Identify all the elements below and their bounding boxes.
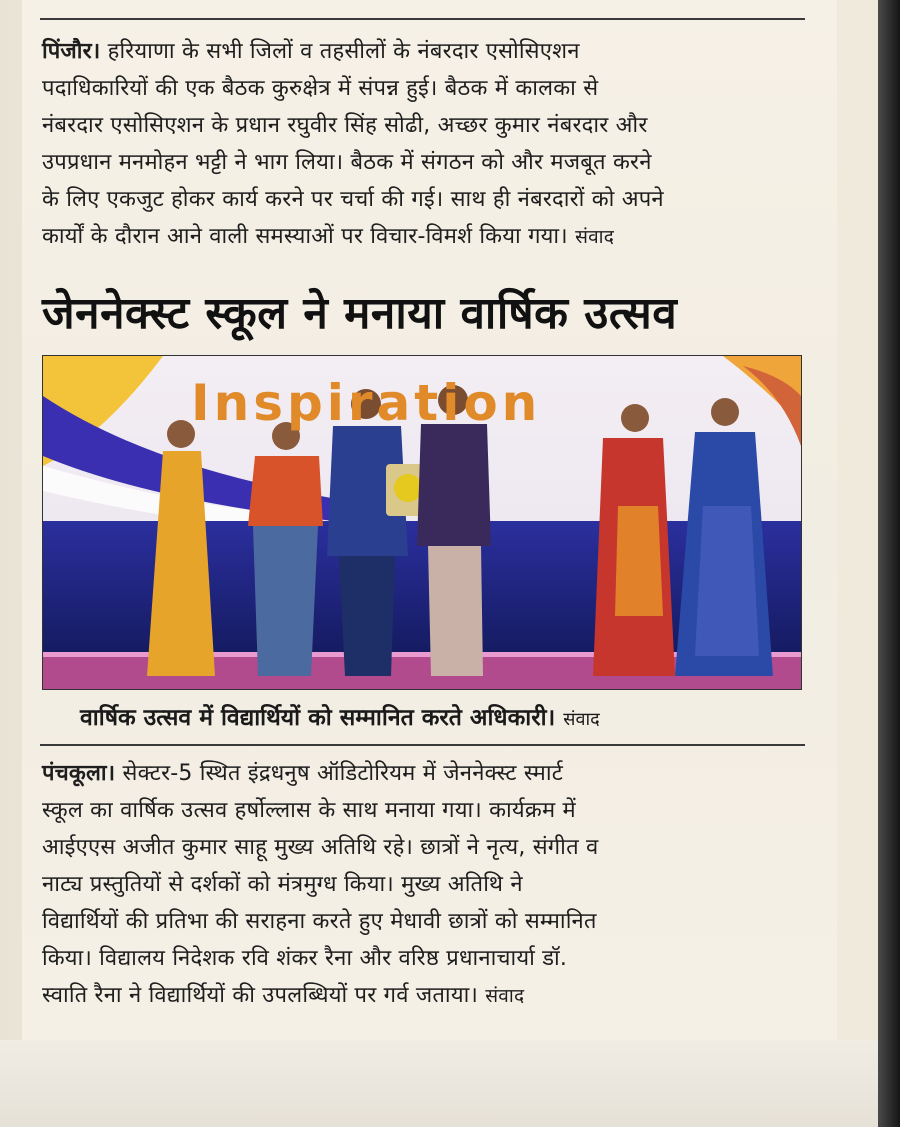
caption-rule [40,744,805,746]
article-2-credit: संवाद [485,985,525,1007]
article-2-body [42,755,812,1015]
article-1-credit: संवाद [575,226,615,248]
article-2-dateline: पंचकूला। [42,761,116,786]
article-1-line-3: नंबरदार एसोसिएशन के प्रधान रघुवीर सिंह सोढी, अच्छर कुमार नंबरदार और [42,113,648,138]
photo-banner-text: Inspiration [191,374,542,432]
article-2-line-1: पंचकूला। सेक्टर-5 स्थित इंद्रधनुष ऑडिटोरियम में जेननेक्स्ट स्मार्ट [42,761,564,786]
photo-caption: वार्षिक उत्सव में विद्यार्थियों को सम्मानित करते अधिकारी। संवाद [80,705,600,731]
device-edge [878,0,900,1127]
article-1-body [42,33,812,256]
article-2-line-6: किया। विद्यालय निदेशक रवि शंकर रैना और वरिष्ठ प्रधानाचार्या डॉ. [42,946,568,971]
person-5 [593,404,675,676]
top-rule [40,18,805,20]
article-2-line-2: स्कूल का वार्षिक उत्सव हर्षोल्लास के साथ मनाया गया। कार्यक्रम में [42,798,576,823]
article-2-headline: जेननेक्स्ट स्कूल ने मनाया वार्षिक उत्सव [42,288,678,339]
article-2-line-5: विद्यार्थियों की प्रतिभा की सराहना करते हुए मेधावी छात्रों को सम्मानित [42,909,597,934]
article-2-line-3: आईएएस अजीत कुमार साहू मुख्य अतिथि रहे। छात्रों ने नृत्य, संगीत व [42,835,599,860]
caption-credit: संवाद [563,709,600,730]
person-2 [248,422,323,676]
article-1-line-1: पिंजौर। हरियाणा के सभी जिलों व तहसीलों के नंबरदार एसोसिएशन [42,39,580,64]
article-2-line-7: स्वाति रैना ने विद्यार्थियों की उपलब्धियों पर गर्व जताया। संवाद [42,983,525,1008]
article-1-line-4: उपप्रधान मनमोहन भट्टी ने भाग लिया। बैठक में संगठन को और मजबूत करने [42,150,652,175]
article-1-line-2: पदाधिकारियों की एक बैठक कुरुक्षेत्र में संपन्न हुई। बैठक में कालका से [42,76,599,101]
article-1-line-5: के लिए एकजुट होकर कार्य करने पर चर्चा की गई। साथ ही नंबरदारों को अपने [42,187,664,212]
background-area [0,1040,878,1127]
article-1-dateline: पिंजौर। [42,39,101,64]
article-1-line-6: कार्यों के दौरान आने वाली समस्याओं पर विचार-विमर्श किया गया। संवाद [42,224,615,249]
article-2-line-4: नाट्य प्रस्तुतियों से दर्शकों को मंत्रमुग्ध किया। मुख्य अतिथि ने [42,872,523,897]
event-photo [42,355,802,690]
